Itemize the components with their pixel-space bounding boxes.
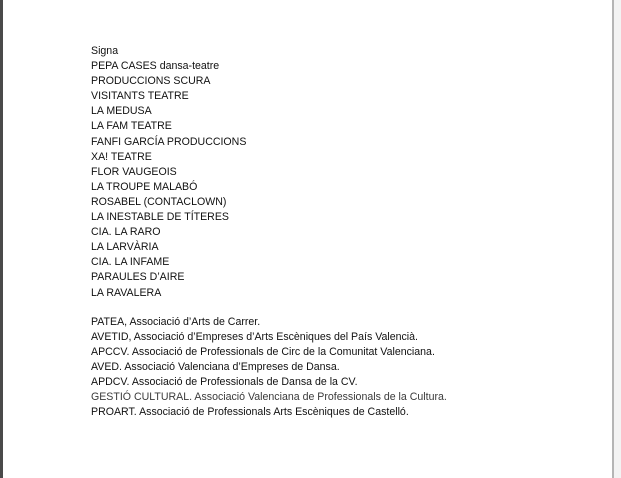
company-item: CIA. LA RARO [91,226,161,239]
company-item: LA LARVÀRIA [91,241,159,254]
association-item: APDCV. Associació de Professionals de Dansa de la CV. [91,375,358,388]
company-item: LA TROUPE MALABÓ [91,180,198,193]
company-item: PARAULES D’AIRE [91,271,185,284]
company-item: PEPA CASES dansa-teatre [91,60,220,73]
association-item: GESTIÓ CULTURAL. Associació Valenciana de Professionals de la Cultura. [91,391,447,404]
association-item: PATEA, Associació d’Arts de Carrer. [91,315,261,328]
company-item: FLOR VAUGEOIS [91,165,177,178]
right-border [612,0,614,478]
document-page [3,0,612,478]
association-item: APCCV. Associació de Professionals de Circ de la Comunitat Valenciana. [91,345,435,358]
company-item: ROSABEL (CONTACLOWN) [91,195,227,208]
association-item: AVETID, Associació d’Empreses d’Arts Escèniques del País Valencià. [91,330,418,343]
company-item: CIA. LA INFAME [91,256,170,269]
company-item: VISITANTS TEATRE [91,90,189,103]
association-item: AVED. Associació Valenciana d’Empreses de Dansa. [91,360,340,373]
company-item: PRODUCCIONS SCURA [91,75,211,88]
company-item: LA FAM TEATRE [91,120,172,133]
section-spacer [91,301,447,315]
company-item: XA! TEATRE [91,150,152,163]
company-item: LA MEDUSA [91,105,152,118]
company-item: LA INESTABLE DE TÍTERES [91,211,229,224]
company-item: LA RAVALERA [91,286,162,299]
signatories-heading: Signa [91,45,119,57]
company-item: FANFI GARCÍA PRODUCCIONS [91,135,247,148]
document-body [91,44,447,420]
association-item: PROART. Associació de Professionals Arts Escèniques de Castelló. [91,406,409,419]
